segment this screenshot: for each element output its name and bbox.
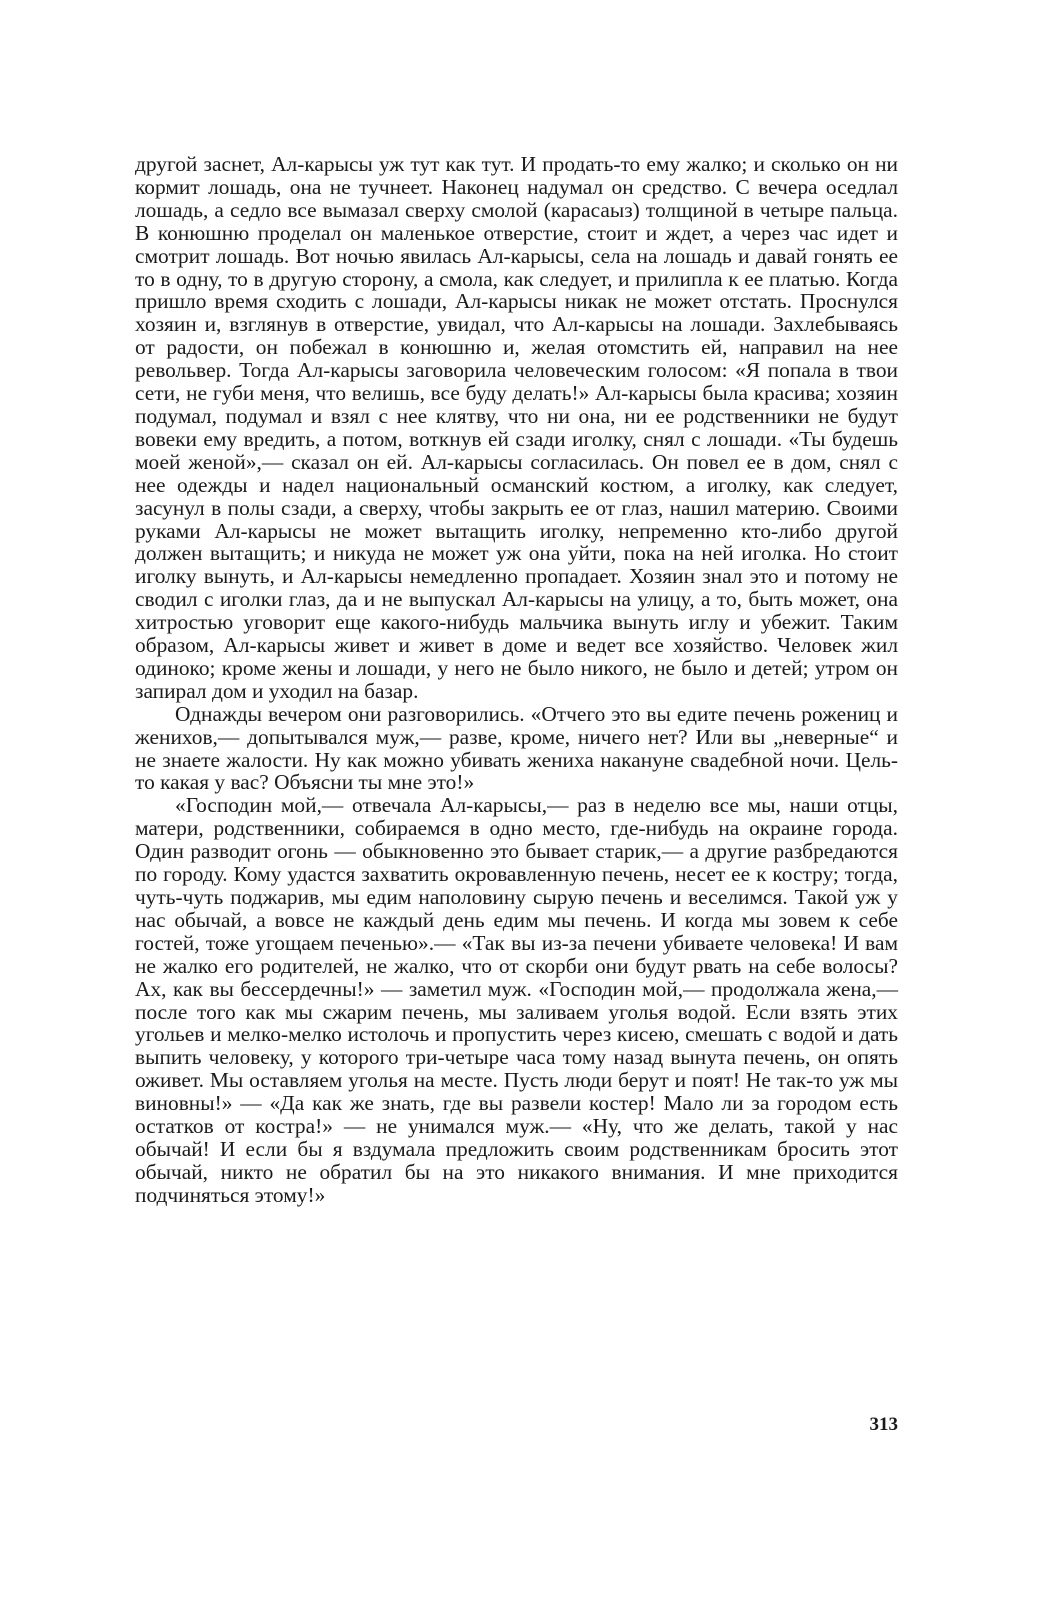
page-number: 313 <box>869 1414 898 1435</box>
page-text <box>135 153 898 1207</box>
paragraph-1: другой заснет, Ал-карысы уж тут как тут. И продать-то ему жалко; и сколько он ни кормит лошадь, она не тучнеет. Наконец надумал он средство. С вечера оседлал лошадь, а седло все вымазал сверху смолой (карасаыз) толщиной в четыре пальца. В конюшню проделал он маленькое отверстие, стоит и ждет, а через час идет и смотрит лошадь. Вот ночью явилась Ал-карысы, села на лошадь и давай гонять ее то в одну, то в другую сторону, а смола, как следует, и прилипла к ее платью. Когда пришло время сходить с лошади, Ал-карысы никак не может отстать. Проснулся хозяин и, взглянув в отверстие, увидал, что Ал-карысы на лошади. Захлебываясь от радости, он побежал в конюшню и, желая отомстить ей, направил на нее револьвер. Тогда Ал-карысы заговорила человеческим голосом: «Я попала в твои сети, не губи меня, что велишь, все буду делать!» Ал-карысы была красива; хозяин подумал, подумал и взял с нее клятву, что ни она, ни ее родственники не будут вовеки ему вредить, а потом, воткнув ей сзади иголку, снял с лошади. «Ты будешь моей женой»,— сказал он ей. Ал-карысы согласилась. Он повел ее в дом, снял с нее одежды и надел национальный османский костюм, а иголку, как следует, засунул в полы сзади, а сверху, чтобы закрыть ее от глаз, нашил материю. Своими руками Ал-карысы не может вытащить иголку, непременно кто-либо другой должен вытащить; и никуда не может уж она уйти, пока на ней иголка. Но стоит иголку вынуть, и Ал-карысы немедленно пропадает. Хозяин знал это и потому не сводил с иголки глаз, да и не выпускал Ал-карысы на улицу, а то, быть может, она хитростью уговорит еще какого-нибудь мальчика вынуть иглу и убежит. Таким образом, Ал-карысы живет и живет в доме и ведет все хозяйство. Человек жил одиноко; кроме жены и лошади, у него не было никого, не было и детей; утром он запирал дом и уходил на базар. <box>135 152 898 703</box>
paragraph-2: Однажды вечером они разговорились. «Отчего это вы едите печень рожениц и женихов,— допытывался муж,— разве, кроме, ничего нет? Или вы „неверные“ и не знаете жалости. Ну как можно убивать жениха накануне свадебной ночи. Цель-то какая у вас? Объясни ты мне это!» <box>135 701 898 795</box>
paragraph-3: «Господин мой,— отвечала Ал-карысы,— раз в неделю все мы, наши отцы, матери, родственники, собираемся в одно место, где-нибудь на окраине города. Один разводит огонь — обыкновенно это бывает старик,— а другие разбредаются по городу. Кому удастся захватить окровавленную печень, несет ее к костру; тогда, чуть-чуть поджарив, мы едим наполовину сырую печень и веселимся. Такой уж у нас обычай, а вовсе не каждый день едим мы печень. И когда мы зовем к себе гостей, тоже угощаем печенью».— «Так вы из-за печени убиваете человека! И вам не жалко его родителей, не жалко, что от скорби они будут рвать на себе волосы? Ах, как вы бессердечны!» — заметил муж. «Господин мой,— продолжала жена,— после того как мы сжарим печень, мы заливаем уголья водой. Если взять этих угольев и мелко-мелко истолочь и пропустить через кисею, смешать с водой и дать выпить человеку, у которого три-четыре часа тому назад вынута печень, он опять оживет. Мы оставляем уголья на месте. Пусть люди берут и поят! Не так-то уж мы виновны!» — «Да как же знать, где вы развели костер! Мало ли за городом есть остатков от костра!» — не унимался муж.— «Ну, что же делать, такой у нас обычай! И если бы я вздумала предложить своим родственникам бросить этот обычай, никто не обратил бы на это никакого внимания. И мне приходится подчиняться этому!» <box>135 793 898 1207</box>
